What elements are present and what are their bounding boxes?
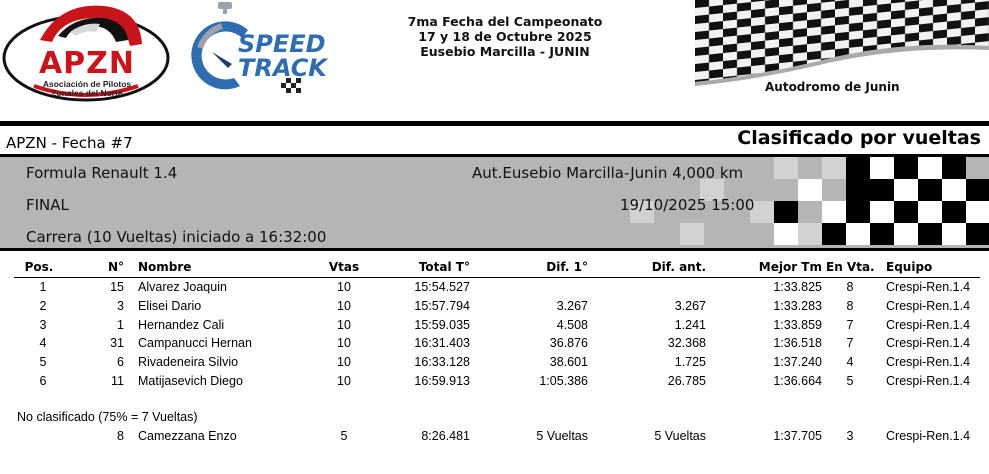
cell-pos: 6 [39, 374, 47, 388]
cell-mejor: 1:36.518 [773, 336, 822, 350]
cell-name: Rivadeneira Silvio [138, 355, 239, 369]
cell-pos: 4 [39, 336, 47, 350]
cell-total: 8:26.481 [421, 429, 470, 443]
speedtrack-line2: TRACK [238, 54, 327, 82]
table-row [0, 336, 989, 354]
cell-mejor: 1:33.859 [773, 318, 822, 332]
cell-name: Hernandez Cali [138, 318, 225, 332]
col-name: Nombre [138, 260, 192, 274]
cell-pos: 5 [39, 355, 47, 369]
cell-pos: 1 [39, 280, 47, 294]
event-line3: Eusebio Marcilla - JUNIN [420, 44, 590, 59]
divider-top [0, 121, 989, 126]
cell-equipo: Crespi-Ren.1.4 [886, 299, 971, 313]
apzn-subtitle [16, 80, 158, 98]
col-num: N° [107, 260, 124, 274]
not-classified-label: No clasificado (75% = 7 Vueltas) [17, 410, 198, 424]
col-total: Total T° [418, 260, 470, 274]
col-difa: Dif. ant. [651, 260, 706, 274]
cell-difa: 1.725 [674, 355, 706, 369]
col-mejor: Mejor Tm [758, 260, 822, 274]
cell-name: Matijasevich Diego [138, 374, 243, 388]
apzn-subtitle-line2: Zonales del Norte [51, 88, 123, 98]
cell-total: 16:33.128 [414, 355, 470, 369]
report-title: Clasificado por vueltas [737, 127, 981, 149]
col-vtas: Vtas [328, 260, 360, 274]
cell-total: 15:59.035 [414, 318, 470, 332]
cell-mejor: 1:37.705 [773, 429, 822, 443]
cell-equipo: Crespi-Ren.1.4 [886, 280, 971, 294]
cell-num: 3 [117, 299, 124, 313]
cell-total: 16:59.913 [414, 374, 470, 388]
cell-envta: 3 [846, 429, 854, 443]
table-row [0, 355, 989, 373]
cell-equipo: Crespi-Ren.1.4 [886, 374, 971, 388]
cell-difa: 5 Vueltas [654, 429, 706, 443]
apzn-subtitle-line1: Asociación de Pilotos [42, 79, 132, 89]
divider-bottom [0, 248, 989, 251]
track-label: Aut.Eusebio Marcilla-Junin 4,000 km [472, 164, 744, 182]
table-row [0, 299, 989, 317]
col-pos: Pos. [24, 260, 54, 274]
cell-equipo: Crespi-Ren.1.4 [886, 336, 971, 350]
cell-total: 15:57.794 [414, 299, 470, 313]
cell-dif1: 3.267 [556, 299, 588, 313]
header-underline [14, 277, 980, 278]
cell-envta: 4 [846, 355, 854, 369]
cell-pos: 2 [39, 299, 47, 313]
cell-difa: 3.267 [674, 299, 706, 313]
cell-name: Camezzana Enzo [138, 429, 237, 443]
cell-pos: 3 [39, 318, 47, 332]
report-event-label: APZN - Fecha #7 [6, 134, 133, 152]
cell-dif1: 4.508 [556, 318, 588, 332]
cell-mejor: 1:37.240 [773, 355, 822, 369]
cell-difa: 26.785 [667, 374, 706, 388]
session-label: FINAL [26, 196, 69, 214]
cell-mejor: 1:33.825 [773, 280, 822, 294]
event-info [380, 14, 630, 59]
cell-envta: 5 [846, 374, 854, 388]
cell-envta: 7 [846, 336, 854, 350]
col-equipo: Equipo [886, 260, 933, 274]
apzn-initials: APZN [38, 46, 136, 81]
cell-equipo: Crespi-Ren.1.4 [886, 318, 971, 332]
cell-vtas: 10 [337, 374, 351, 388]
cell-vtas: 10 [337, 336, 351, 350]
cell-num: 8 [117, 429, 124, 443]
cell-dif1: 5 Vueltas [536, 429, 588, 443]
cell-num: 6 [117, 355, 124, 369]
table-row-not-classified [0, 429, 989, 447]
cell-name: Alvarez Joaquin [138, 280, 227, 294]
circuit-name: Autodromo de Junin [765, 80, 900, 94]
cell-total: 16:31.403 [414, 336, 470, 350]
table-row [0, 374, 989, 392]
cell-name: Elisei Dario [138, 299, 202, 313]
cell-equipo: Crespi-Ren.1.4 [886, 429, 971, 443]
speedtrack-line1: SPEED [238, 30, 326, 58]
cell-envta: 7 [846, 318, 854, 332]
results-table-header [0, 260, 989, 278]
datetime-label: 19/10/2025 15:00 [620, 196, 755, 214]
cell-dif1: 36.876 [549, 336, 588, 350]
cell-dif1: 38.601 [549, 355, 588, 369]
session-info-band [0, 157, 989, 248]
cell-difa: 1.241 [674, 318, 706, 332]
cell-num: 1 [117, 318, 124, 332]
col-envta: En Vta. [826, 260, 875, 274]
report-header [0, 0, 989, 124]
table-row [0, 318, 989, 336]
race-start-label: Carrera (10 Vueltas) iniciado a 16:32:00 [26, 228, 327, 246]
apzn-logo [0, 0, 172, 106]
cell-dif1: 1:05.386 [539, 374, 588, 388]
event-line2: 17 y 18 de Octubre 2025 [418, 29, 592, 44]
cell-envta: 8 [846, 299, 854, 313]
cell-vtas: 10 [337, 318, 351, 332]
cell-total: 15:54.527 [414, 280, 470, 294]
cell-num: 11 [111, 374, 124, 388]
cell-vtas: 10 [337, 355, 351, 369]
cell-difa: 32.368 [667, 336, 706, 350]
cell-envta: 8 [846, 280, 854, 294]
cell-vtas: 10 [337, 299, 351, 313]
cell-mejor: 1:33.283 [773, 299, 822, 313]
cell-num: 31 [110, 336, 124, 350]
speedtrack-logo [182, 0, 332, 106]
category-label: Formula Renault 1.4 [26, 164, 178, 182]
cell-vtas: 5 [340, 429, 348, 443]
col-dif1: Dif. 1° [546, 260, 588, 274]
cell-name: Campanucci Hernan [138, 336, 252, 350]
cell-equipo: Crespi-Ren.1.4 [886, 355, 971, 369]
event-line1: 7ma Fecha del Campeonato [407, 14, 603, 29]
table-row [0, 280, 989, 298]
cell-vtas: 10 [337, 280, 351, 294]
cell-num: 15 [110, 280, 124, 294]
cell-mejor: 1:36.664 [773, 374, 822, 388]
